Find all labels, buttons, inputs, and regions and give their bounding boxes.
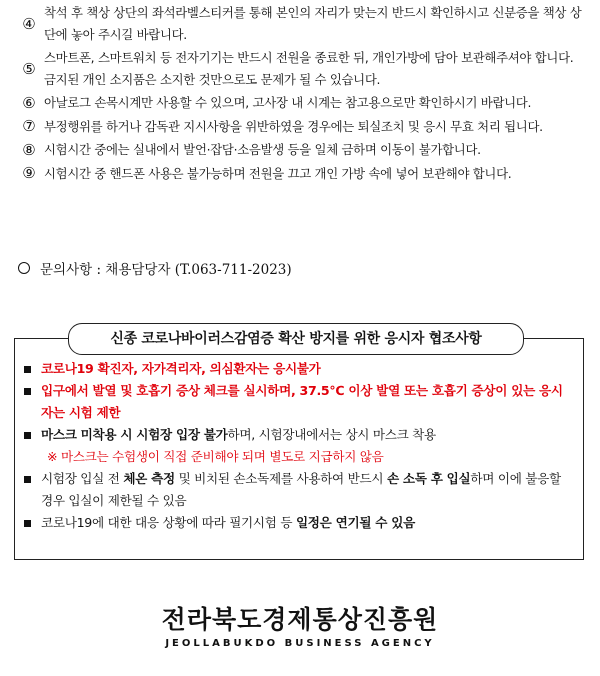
covid-item-text — [41, 424, 574, 468]
covid-item — [22, 424, 574, 468]
rule-item — [14, 163, 586, 185]
circle-bullet-icon — [18, 262, 30, 274]
rule-number: ④ — [22, 14, 36, 33]
covid-notice-title: 신종 코로나바이러스감염증 확산 방지를 위한 응시자 협조사항 — [68, 323, 524, 355]
text-segment: 시험장 입실 전 — [41, 471, 124, 486]
square-bullet-icon — [24, 366, 31, 373]
rule-text: 시험시간 중에는 실내에서 발언·잡담·소음발생 등을 일체 금하며 이동이 불가합니다. — [44, 142, 481, 157]
logo-english-name: JEOLLABUKDO BUSINESS AGENCY — [165, 638, 435, 649]
inquiry-text: 문의사항 : 채용담당자 (T.063-711-2023) — [40, 262, 292, 278]
schedule-postpone-text: 일정은 연기될 수 있음 — [295, 515, 415, 530]
rule-number: ⑦ — [22, 117, 36, 136]
mask-rest-text: 하며, 시험장내에서는 상시 마스크 착용 — [227, 427, 436, 442]
covid-item-text: 코로나19 확진자, 자가격리자, 의심환자는 응시불가 — [41, 361, 321, 376]
covid-item — [22, 358, 574, 380]
covid-item-text — [41, 468, 574, 512]
text-segment: 및 비치된 손소독제를 사용하여 반드시 — [174, 471, 387, 486]
rule-text: 시험시간 중 핸드폰 사용은 불가능하며 전원을 끄고 개인 가방 속에 넣어 보관해야 합니다. — [44, 165, 512, 181]
rule-number: ⑨ — [22, 164, 36, 183]
covid-item — [22, 468, 574, 512]
text-segment: 하며 이에 불응할 경우 입실이 제한될 수 있음 — [41, 471, 561, 508]
rule-number: ⑧ — [22, 140, 36, 159]
rule-number: ⑤ — [22, 59, 36, 78]
square-bullet-icon — [24, 476, 31, 483]
inquiry-contact — [18, 258, 292, 278]
rule-text: 부정행위를 하거나 감독관 지시사항을 위반하였을 경우에는 퇴실조치 및 응시 무효 처리 됩니다. — [44, 118, 543, 134]
rule-item — [14, 2, 586, 45]
square-bullet-icon — [24, 520, 31, 527]
mask-note: ※ 마스크는 수험생이 직접 준비해야 되며 별도로 지급하지 않음 — [47, 449, 384, 464]
rule-item — [14, 116, 586, 138]
covid-item-text: 입구에서 발열 및 호흡기 증상 체크를 실시하며, 37.5℃ 이상 발열 또는 호흡기 증상이 있는 응시자는 시험 제한 — [41, 383, 563, 420]
covid-item — [22, 512, 574, 534]
mask-required-text: 마스크 미착용 시 시험장 입장 불가 — [41, 427, 228, 442]
temperature-check-text: 체온 측정 — [123, 471, 175, 486]
hand-sanitize-text: 손 소독 후 입실 — [386, 471, 471, 486]
exam-rules-list — [14, 2, 586, 186]
square-bullet-icon — [24, 432, 31, 439]
rule-number: ⑥ — [22, 93, 36, 112]
rule-item — [14, 47, 586, 90]
rule-text: 스마트폰, 스마트워치 등 전자기기는 반드시 전원을 종료한 뒤, 개인가방에 담아 보관해주셔야 합니다. 금지된 개인 소지품은 소지한 것만으로도 문제가 될 수 있습니다. — [44, 50, 574, 87]
rule-item — [14, 139, 586, 161]
covid-item — [22, 380, 574, 424]
rule-item — [14, 92, 586, 114]
logo-korean-name: 전라북도경제통상진흥원 — [161, 605, 439, 634]
text-segment: 코로나19에 대한 대응 상황에 따라 필기시험 등 — [41, 515, 296, 530]
organization-logo — [0, 600, 600, 649]
square-bullet-icon — [24, 388, 31, 395]
rule-text: 아날로그 손목시계만 사용할 수 있으며, 고사장 내 시계는 참고용으로만 확인하시기 바랍니다. — [44, 95, 532, 110]
covid-notice-list — [22, 358, 574, 534]
rule-text: 착석 후 책상 상단의 좌석라벨스티커를 통해 본인의 자리가 맞는지 반드시 확인하시고 신분증을 책상 상단에 놓아 주시길 바랍니다. — [44, 5, 582, 42]
covid-item-text — [41, 512, 574, 534]
